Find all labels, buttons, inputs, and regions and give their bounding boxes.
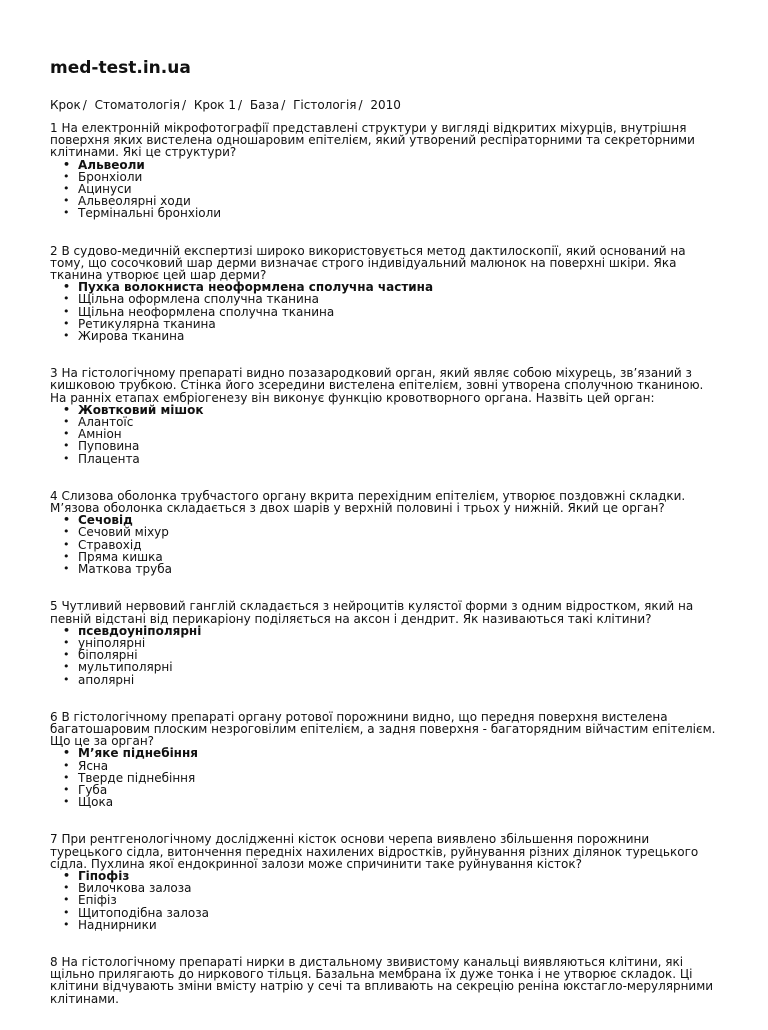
answer-list <box>50 404 718 465</box>
answer-option: • Ретикулярна тканина <box>78 318 718 330</box>
question-text: 7 При рентгенологічному дослідженні кісток основи черепа виявлено збільшення порожнини турецького сідла, витончення передніх нахилених відростків, руйнування різних ділянок турецького сідла. Пухлина якої ендокринної залози може спричинити таке руйнування кісток? <box>50 832 699 871</box>
breadcrumb-separator: / <box>181 98 186 112</box>
question-4 <box>50 490 718 575</box>
breadcrumb-separator: / <box>82 98 87 112</box>
answer-option: • Термінальні бронхіоли <box>78 207 718 219</box>
answer-correct: • Сечовід <box>78 514 718 526</box>
breadcrumb-item-krok[interactable]: Крок <box>50 98 81 112</box>
answer-option: • Пряма кишка <box>78 551 718 563</box>
answer-correct: • Жовтковий мішок <box>78 404 718 416</box>
answer-option: • Маткова труба <box>78 563 718 575</box>
answer-correct: • псевдоуніполярні <box>78 625 718 637</box>
answer-option: • Щока <box>78 796 718 808</box>
answer-option: • Ацинуси <box>78 183 718 195</box>
breadcrumb-separator: / <box>238 98 243 112</box>
question-text: 2 В судово-медичній експертизі широко використовується метод дактилоскопії, який оснований на тому, що сосочковий шар дерми визначає строго індивідуальний малюнок на поверхні шкіри. Яка тканина утворює цей шар дерми? <box>50 243 686 283</box>
answer-correct: • Гіпофіз <box>78 870 718 882</box>
answer-list <box>50 281 718 342</box>
answer-option: • Щільна неоформлена сполучна тканина <box>78 306 718 318</box>
question-6 <box>50 711 718 809</box>
answer-option: • уніполярні <box>78 637 718 649</box>
question-list <box>50 122 718 1030</box>
answer-list <box>50 747 718 808</box>
question-1 <box>50 122 718 220</box>
breadcrumb-item-year: 2010 <box>370 98 401 112</box>
breadcrumb-item-baza[interactable]: База <box>249 98 280 112</box>
question-text: 5 Чутливий нервовий ганглій складається з нейроцитів кулястої форми з одним відростком, який на певній відстані від перикаріону поділяється на аксон і дендрит. Як називаються такі клітини? <box>50 599 694 626</box>
question-text: 6 В гістологічному препараті органу ротової порожнини видно, що передня поверхня вистелена багатошаровим плоским незроговілим епітелієм, а задня поверхня - багаторядним війчастим епітелієм. Що це за орган? <box>50 709 716 749</box>
breadcrumb-separator: / <box>281 98 286 112</box>
answer-option: • Наднирники <box>78 919 718 931</box>
breadcrumb-item-stomatology[interactable]: Стоматологія <box>94 98 180 112</box>
answer-option: • Щільна оформлена сполучна тканина <box>78 293 718 305</box>
breadcrumb <box>50 98 401 113</box>
answer-list <box>50 870 718 931</box>
answer-option: • Сечовий міхур <box>78 526 718 538</box>
question-8 <box>50 956 718 1005</box>
answer-option: • Алантоїс <box>78 416 718 428</box>
site-title[interactable]: med-test.in.ua <box>50 58 191 78</box>
question-text: 1 На електронній мікрофотографії представлені структури у вигляді відкритих міхурців, внутрішня поверхня яких вистелена одношаровим епітелієм, який утворений респіраторними та секреторними клітинами. Які це структури? <box>50 121 695 160</box>
answer-option: • Плацента <box>78 453 718 465</box>
answer-option: • біполярні <box>78 649 718 661</box>
answer-list <box>50 514 718 575</box>
answer-correct: • Альвеоли <box>78 159 718 171</box>
answer-option: • мультиполярні <box>78 661 718 673</box>
question-text: 3 На гістологічному препараті видно позазародковий орган, який являє собою міхурець, зв’язаний з кишковою трубкою. Стінка його зсередини вистелена епітелієм, зовні утворена сполучною тканиною. На ранніх етапах ембріогенезу він виконує функцію кровотворного органа. Назвіть цей орган: <box>50 366 704 405</box>
question-7 <box>50 833 718 931</box>
answer-option: • Пуповина <box>78 440 718 452</box>
breadcrumb-item-krok1[interactable]: Крок 1 <box>193 98 236 112</box>
answer-list <box>50 159 718 220</box>
question-5 <box>50 600 718 685</box>
answer-option: • Щитоподібна залоза <box>78 907 718 919</box>
answer-list <box>50 625 718 686</box>
answer-option: • Вилочкова залоза <box>78 882 718 894</box>
answer-option: • Епіфіз <box>78 894 718 906</box>
question-text: 8 На гістологічному препараті нирки в дистальному звивистому канальці виявляються клітини, які щільно прилягають до ниркового тільця. Базальна мембрана їх дуже тонка і не утворює складок. Ці клітини відчувають зміни вмісту натрію у сечі та впливають на секрецію реніна юкстагло-мерулярними клітинами. <box>50 954 714 1006</box>
breadcrumb-separator: / <box>358 98 363 112</box>
answer-option: • Амніон <box>78 428 718 440</box>
answer-option: • Жирова тканина <box>78 330 718 342</box>
answer-option: • аполярні <box>78 674 718 686</box>
answer-option: • Тверде піднебіння <box>78 772 718 784</box>
question-2 <box>50 245 718 343</box>
breadcrumb-item-histology[interactable]: Гістологія <box>293 98 357 112</box>
question-3 <box>50 367 718 465</box>
answer-option: • Ясна <box>78 760 718 772</box>
answer-option: • Стравохід <box>78 539 718 551</box>
answer-correct: • М’яке піднебіння <box>78 747 718 759</box>
answer-option: • Бронхіоли <box>78 171 718 183</box>
answer-option: • Альвеолярні ходи <box>78 195 718 207</box>
answer-correct: • Пухка волокниста неоформлена сполучна частина <box>78 281 718 293</box>
question-text: 4 Слизова оболонка трубчастого органу вкрита перехідним епітелієм, утворює поздовжні складки. М’язова оболонка складається з двох шарів у верхній половині і трьох у нижній. Який це орган? <box>50 488 686 516</box>
answer-option: • Губа <box>78 784 718 796</box>
